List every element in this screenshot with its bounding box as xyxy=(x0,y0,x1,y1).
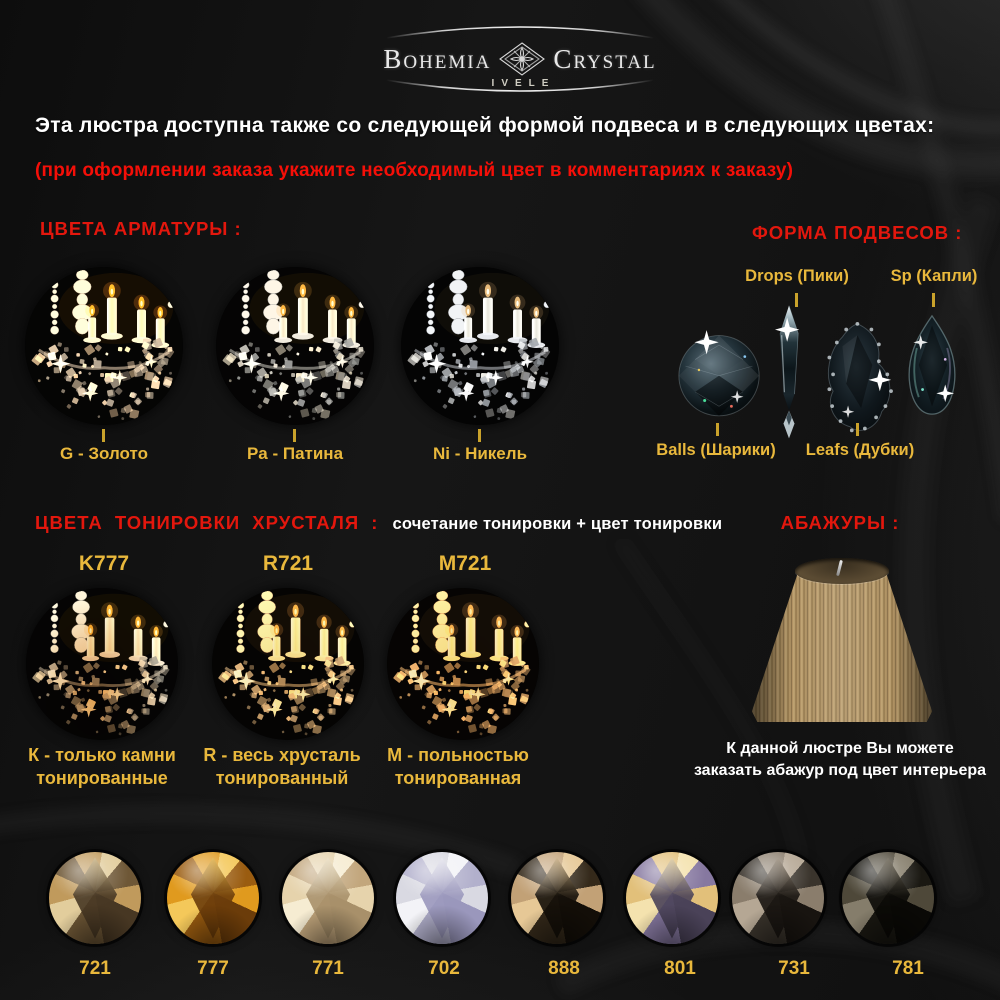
brand-subname: IVELE xyxy=(491,78,556,89)
crystal-ornament-icon xyxy=(499,42,545,76)
tint-caption-k: К - только камни тонированные xyxy=(28,745,176,789)
pointer-tick xyxy=(856,423,859,436)
tint-code-m721: M721 xyxy=(438,552,492,575)
pointer-tick xyxy=(716,423,719,436)
fixture-colors-title: ЦВЕТА АРМАТУРЫ : xyxy=(40,218,242,239)
tint-caption-r: R - весь хрусталь тонированный xyxy=(203,745,361,789)
lampshade-note: К данной люстре Вы можете заказать абажур под цвет интерьера xyxy=(693,740,987,780)
chandelier-photo-patina xyxy=(216,267,374,425)
leaf-pendant-image xyxy=(820,318,906,440)
fixture-color-label-patina: Pa - Патина xyxy=(246,444,344,463)
chandelier-photo-r721 xyxy=(212,588,364,740)
brand-logo xyxy=(378,16,662,104)
drop-pendant-image xyxy=(767,302,811,442)
pointer-tick xyxy=(293,429,296,442)
crystal-code-771: 771 xyxy=(312,958,344,979)
lampshade-image xyxy=(752,556,932,722)
pendant-label-balls: Balls (Шарики) xyxy=(656,441,776,459)
crystal-sample-702 xyxy=(396,852,488,944)
tint-code-k777: K777 xyxy=(78,552,130,575)
sp-pendant-image xyxy=(898,310,966,420)
tint-caption-m: M - польностью тонированная xyxy=(387,745,529,789)
crystal-code-702: 702 xyxy=(428,958,460,979)
tint-section-title: ЦВЕТА ТОНИРОВКИ ХРУСТАЛЯ : xyxy=(35,512,379,533)
crystal-code-801: 801 xyxy=(664,958,696,979)
crystal-code-781: 781 xyxy=(892,958,924,979)
crystal-sample-888 xyxy=(511,852,603,944)
tint-section-subtitle: сочетание тонировки + цвет тонировки xyxy=(392,515,723,533)
crystal-sample-801 xyxy=(626,852,718,944)
pendant-label-drops: Drops (Пики) xyxy=(745,267,849,285)
pointer-tick xyxy=(478,429,481,442)
brand-name-left: Bohemia xyxy=(383,43,492,74)
pendant-label-leafs: Leafs (Дубки) xyxy=(805,441,915,459)
brand-name-right: Crystal xyxy=(553,43,657,74)
tint-code-r721: R721 xyxy=(262,552,314,575)
tint-section-header xyxy=(35,512,722,534)
crystal-sample-721 xyxy=(49,852,141,944)
ball-pendant-image xyxy=(676,316,762,422)
crystal-sample-777 xyxy=(167,852,259,944)
chandelier-photo-k777 xyxy=(26,588,178,740)
crystal-code-888: 888 xyxy=(548,958,580,979)
pendant-shapes-title: ФОРМА ПОДВЕСОВ : xyxy=(752,222,963,243)
chandelier-photo-nickel xyxy=(401,267,559,425)
crystal-code-777: 777 xyxy=(197,958,229,979)
crystal-code-721: 721 xyxy=(79,958,111,979)
pointer-tick xyxy=(932,293,935,307)
chandelier-photo-m721 xyxy=(387,588,539,740)
headline-text: Эта люстра доступна также со следующей формой подвеса и в следующих цветах: xyxy=(35,114,935,137)
pendant-label-sp: Sp (Капли) xyxy=(890,267,978,285)
order-note-text: (при оформлении заказа укажите необходимый цвет в комментариях к заказу) xyxy=(35,160,794,181)
chandelier-photo-gold xyxy=(25,267,183,425)
fixture-color-label-nickel: Ni - Никель xyxy=(432,444,528,463)
crystal-sample-771 xyxy=(282,852,374,944)
pointer-tick xyxy=(102,429,105,442)
lampshade-title: АБАЖУРЫ : xyxy=(780,512,900,533)
crystal-sample-731 xyxy=(732,852,824,944)
crystal-code-731: 731 xyxy=(778,958,810,979)
fixture-color-label-gold: G - Золото xyxy=(60,444,148,463)
crystal-sample-781 xyxy=(842,852,934,944)
